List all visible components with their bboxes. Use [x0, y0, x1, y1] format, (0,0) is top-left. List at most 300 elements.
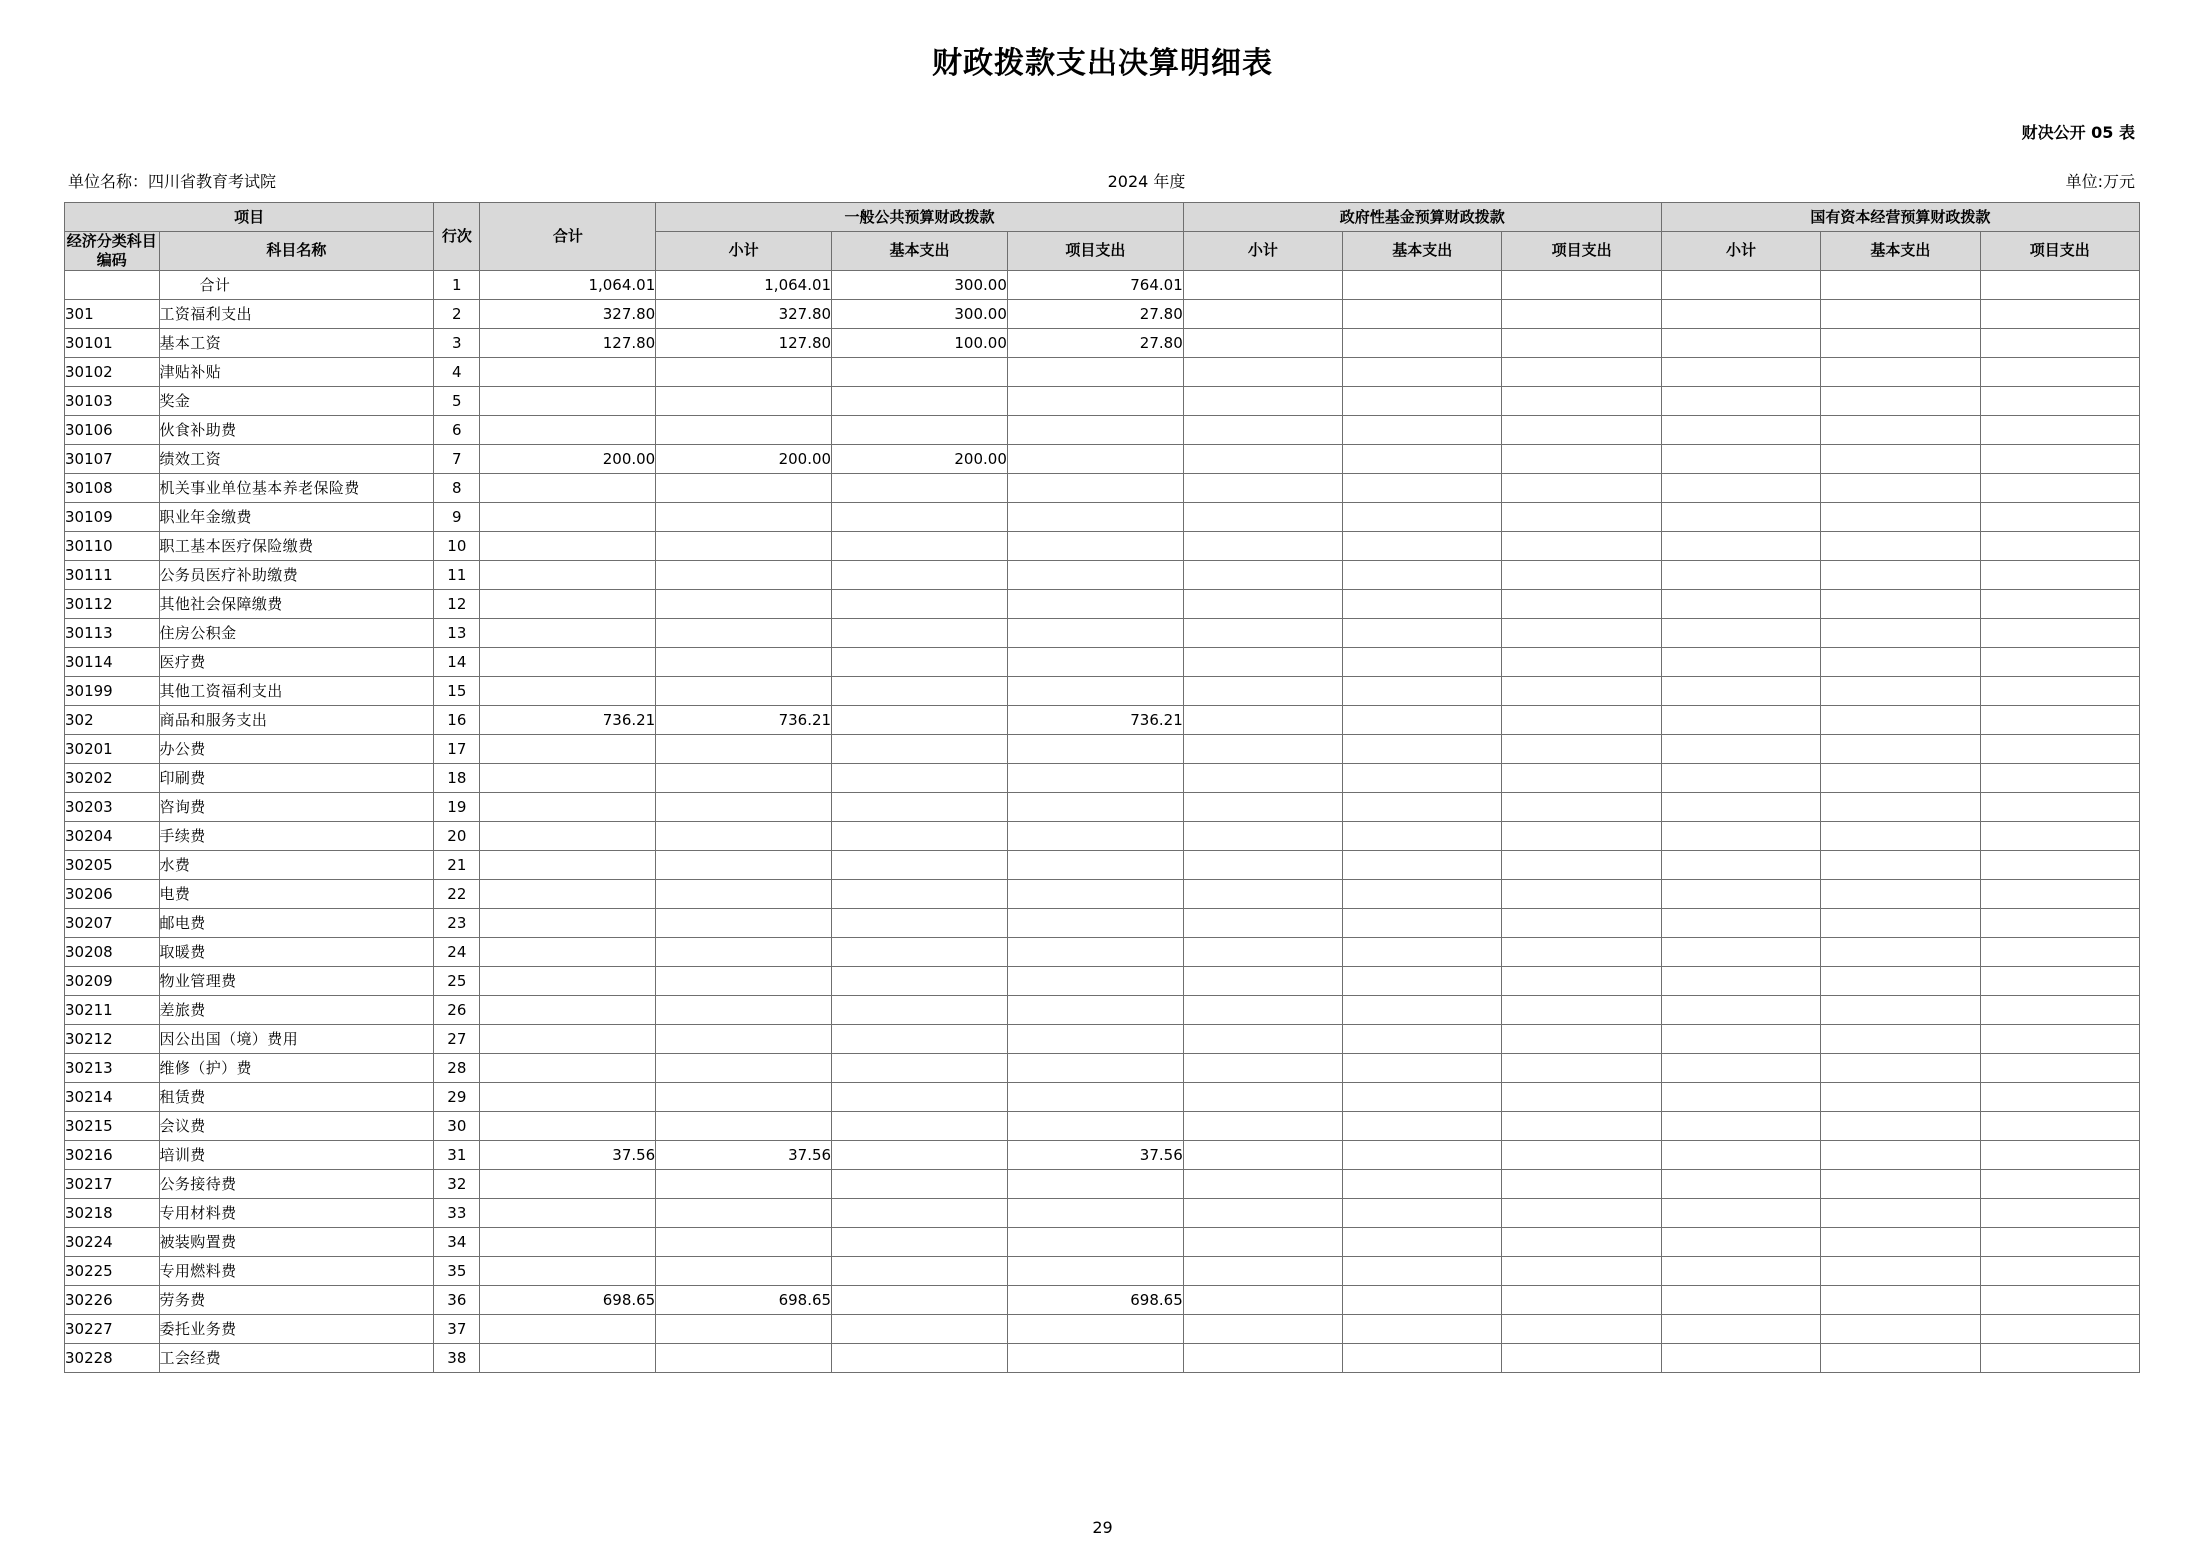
- cell-sc-project: [1980, 705, 2140, 734]
- cell-gp-project: [1007, 676, 1183, 705]
- cell-gf-subtotal: [1183, 299, 1342, 328]
- cell-econ-code: 30205: [65, 850, 160, 879]
- cell-gf-subtotal: [1183, 1111, 1342, 1140]
- cell-gp-subtotal: 698.65: [656, 1285, 832, 1314]
- cell-gf-subtotal: [1183, 502, 1342, 531]
- cell-gf-basic: [1343, 1140, 1502, 1169]
- cell-gp-project: [1007, 618, 1183, 647]
- cell-gf-subtotal: [1183, 589, 1342, 618]
- cell-gf-project: [1502, 1256, 1661, 1285]
- page-title: 财政拨款支出决算明细表: [932, 46, 1273, 81]
- cell-gf-basic: [1343, 1082, 1502, 1111]
- cell-sc-basic: [1821, 560, 1980, 589]
- cell-gf-subtotal: [1183, 618, 1342, 647]
- cell-gp-basic: [832, 1140, 1008, 1169]
- cell-sc-project: [1980, 531, 2140, 560]
- cell-row-no: 27: [434, 1024, 480, 1053]
- table-row: [65, 328, 2140, 357]
- cell-total: [480, 502, 656, 531]
- cell-gf-basic: [1343, 676, 1502, 705]
- table-row: [65, 1198, 2140, 1227]
- cell-gp-project: [1007, 502, 1183, 531]
- cell-row-no: 31: [434, 1140, 480, 1169]
- table-row: [65, 879, 2140, 908]
- cell-gp-subtotal: 736.21: [656, 705, 832, 734]
- cell-econ-code: 30114: [65, 647, 160, 676]
- cell-row-no: 19: [434, 792, 480, 821]
- cell-sc-subtotal: [1661, 1256, 1820, 1285]
- cell-total: [480, 908, 656, 937]
- cell-gp-project: [1007, 357, 1183, 386]
- cell-gf-project: [1502, 560, 1661, 589]
- cell-econ-code: 30108: [65, 473, 160, 502]
- cell-sc-basic: [1821, 357, 1980, 386]
- cell-subject-name: 住房公积金: [159, 618, 434, 647]
- cell-row-no: 3: [434, 328, 480, 357]
- cell-gp-subtotal: [656, 1169, 832, 1198]
- cell-sc-basic: [1821, 1024, 1980, 1053]
- cell-gp-basic: [832, 1024, 1008, 1053]
- cell-econ-code: [65, 270, 160, 299]
- cell-total: [480, 763, 656, 792]
- cell-gf-project: [1502, 270, 1661, 299]
- cell-gf-basic: [1343, 850, 1502, 879]
- cell-sc-basic: [1821, 821, 1980, 850]
- cell-subject-name: 津贴补贴: [159, 357, 434, 386]
- cell-total: [480, 618, 656, 647]
- cell-gf-subtotal: [1183, 1343, 1342, 1372]
- cell-total: [480, 647, 656, 676]
- table-row: [65, 1140, 2140, 1169]
- cell-econ-code: 30213: [65, 1053, 160, 1082]
- cell-gf-basic: [1343, 589, 1502, 618]
- cell-gf-subtotal: [1183, 444, 1342, 473]
- cell-gp-subtotal: [656, 1082, 832, 1111]
- cell-sc-subtotal: [1661, 444, 1820, 473]
- cell-total: [480, 1169, 656, 1198]
- cell-sc-basic: [1821, 1140, 1980, 1169]
- cell-sc-basic: [1821, 473, 1980, 502]
- cell-econ-code: 30203: [65, 792, 160, 821]
- table-row: [65, 270, 2140, 299]
- cell-gf-basic: [1343, 328, 1502, 357]
- cell-econ-code: 302: [65, 705, 160, 734]
- cell-gf-basic: [1343, 1111, 1502, 1140]
- cell-total: [480, 531, 656, 560]
- cell-gf-basic: [1343, 1314, 1502, 1343]
- cell-gp-basic: [832, 966, 1008, 995]
- cell-sc-basic: [1821, 618, 1980, 647]
- cell-sc-subtotal: [1661, 1314, 1820, 1343]
- cell-gp-project: [1007, 1082, 1183, 1111]
- cell-gp-subtotal: [656, 821, 832, 850]
- cell-gp-subtotal: [656, 763, 832, 792]
- cell-gp-basic: [832, 589, 1008, 618]
- cell-sc-project: [1980, 879, 2140, 908]
- header-gp-subtotal: 小计: [656, 232, 832, 271]
- cell-gf-project: [1502, 879, 1661, 908]
- table-row: [65, 531, 2140, 560]
- cell-row-no: 30: [434, 1111, 480, 1140]
- cell-gf-subtotal: [1183, 734, 1342, 763]
- cell-econ-code: 30109: [65, 502, 160, 531]
- cell-sc-project: [1980, 1343, 2140, 1372]
- cell-total: [480, 415, 656, 444]
- cell-subject-name: 咨询费: [159, 792, 434, 821]
- cell-row-no: 15: [434, 676, 480, 705]
- cell-subject-name: 绩效工资: [159, 444, 434, 473]
- cell-gf-subtotal: [1183, 328, 1342, 357]
- cell-gf-subtotal: [1183, 357, 1342, 386]
- cell-sc-project: [1980, 1053, 2140, 1082]
- cell-gf-basic: [1343, 531, 1502, 560]
- cell-gp-subtotal: [656, 589, 832, 618]
- cell-gf-project: [1502, 1140, 1661, 1169]
- cell-row-no: 26: [434, 995, 480, 1024]
- cell-sc-project: [1980, 328, 2140, 357]
- cell-sc-subtotal: [1661, 357, 1820, 386]
- table-row: [65, 357, 2140, 386]
- cell-total: [480, 1343, 656, 1372]
- cell-sc-basic: [1821, 1169, 1980, 1198]
- cell-gp-project: [1007, 473, 1183, 502]
- cell-sc-project: [1980, 850, 2140, 879]
- cell-sc-basic: [1821, 1256, 1980, 1285]
- cell-total: [480, 560, 656, 589]
- cell-total: [480, 589, 656, 618]
- cell-gf-basic: [1343, 1285, 1502, 1314]
- cell-econ-code: 30209: [65, 966, 160, 995]
- cell-gf-basic: [1343, 1343, 1502, 1372]
- cell-row-no: 11: [434, 560, 480, 589]
- table-row: [65, 995, 2140, 1024]
- cell-gp-basic: [832, 705, 1008, 734]
- cell-sc-project: [1980, 763, 2140, 792]
- cell-gf-project: [1502, 1053, 1661, 1082]
- cell-sc-subtotal: [1661, 821, 1820, 850]
- cell-gf-subtotal: [1183, 1169, 1342, 1198]
- cell-gf-project: [1502, 792, 1661, 821]
- cell-gp-project: [1007, 1314, 1183, 1343]
- cell-subject-name: 公务员医疗补助缴费: [159, 560, 434, 589]
- cell-econ-code: 30228: [65, 1343, 160, 1372]
- table-row: [65, 647, 2140, 676]
- cell-econ-code: 30207: [65, 908, 160, 937]
- cell-subject-name: 公务接待费: [159, 1169, 434, 1198]
- cell-gp-project: [1007, 792, 1183, 821]
- cell-sc-subtotal: [1661, 705, 1820, 734]
- cell-total: 37.56: [480, 1140, 656, 1169]
- cell-gp-basic: [832, 357, 1008, 386]
- cell-sc-project: [1980, 995, 2140, 1024]
- cell-gf-project: [1502, 763, 1661, 792]
- table-row: [65, 299, 2140, 328]
- cell-sc-subtotal: [1661, 908, 1820, 937]
- cell-gf-subtotal: [1183, 821, 1342, 850]
- cell-econ-code: 30214: [65, 1082, 160, 1111]
- cell-sc-basic: [1821, 589, 1980, 618]
- table-row: [65, 676, 2140, 705]
- cell-gf-basic: [1343, 415, 1502, 444]
- cell-row-no: 6: [434, 415, 480, 444]
- cell-gf-project: [1502, 1285, 1661, 1314]
- cell-sc-subtotal: [1661, 1343, 1820, 1372]
- cell-sc-basic: [1821, 1314, 1980, 1343]
- cell-gf-basic: [1343, 647, 1502, 676]
- cell-sc-basic: [1821, 1082, 1980, 1111]
- cell-gf-project: [1502, 1227, 1661, 1256]
- cell-gf-project: [1502, 531, 1661, 560]
- cell-sc-subtotal: [1661, 995, 1820, 1024]
- cell-gf-project: [1502, 1343, 1661, 1372]
- cell-sc-subtotal: [1661, 850, 1820, 879]
- cell-total: [480, 676, 656, 705]
- cell-subject-name: 取暖费: [159, 937, 434, 966]
- cell-gf-project: [1502, 473, 1661, 502]
- cell-gf-subtotal: [1183, 850, 1342, 879]
- cell-sc-basic: [1821, 792, 1980, 821]
- cell-econ-code: 30106: [65, 415, 160, 444]
- header-sc-subtotal: 小计: [1661, 232, 1820, 271]
- cell-gf-subtotal: [1183, 415, 1342, 444]
- cell-gf-basic: [1343, 821, 1502, 850]
- cell-row-no: 28: [434, 1053, 480, 1082]
- cell-sc-project: [1980, 415, 2140, 444]
- cell-econ-code: 30113: [65, 618, 160, 647]
- cell-gf-subtotal: [1183, 676, 1342, 705]
- cell-subject-name: 职工基本医疗保险缴费: [159, 531, 434, 560]
- cell-row-no: 10: [434, 531, 480, 560]
- header-econ-code: 经济分类科目编码: [65, 232, 160, 271]
- cell-gf-project: [1502, 502, 1661, 531]
- cell-total: 698.65: [480, 1285, 656, 1314]
- cell-gp-basic: [832, 647, 1008, 676]
- cell-sc-basic: [1821, 763, 1980, 792]
- cell-sc-subtotal: [1661, 1227, 1820, 1256]
- cell-sc-project: [1980, 560, 2140, 589]
- table-row: [65, 502, 2140, 531]
- cell-gf-project: [1502, 1024, 1661, 1053]
- cell-gp-project: [1007, 763, 1183, 792]
- header-project-group: 项目: [65, 203, 434, 232]
- cell-sc-project: [1980, 502, 2140, 531]
- cell-gf-subtotal: [1183, 647, 1342, 676]
- cell-gp-subtotal: 327.80: [656, 299, 832, 328]
- cell-sc-subtotal: [1661, 763, 1820, 792]
- cell-subject-name: 职业年金缴费: [159, 502, 434, 531]
- cell-gf-project: [1502, 618, 1661, 647]
- cell-gp-subtotal: [656, 1227, 832, 1256]
- cell-gp-basic: [832, 937, 1008, 966]
- financial-table: [64, 202, 2140, 1373]
- cell-gp-basic: [832, 792, 1008, 821]
- cell-gf-basic: [1343, 1024, 1502, 1053]
- cell-row-no: 23: [434, 908, 480, 937]
- table-header-row-2: [65, 232, 2140, 271]
- cell-subject-name: 工会经费: [159, 1343, 434, 1372]
- cell-gf-subtotal: [1183, 386, 1342, 415]
- cell-gf-subtotal: [1183, 560, 1342, 589]
- cell-gf-basic: [1343, 444, 1502, 473]
- cell-sc-basic: [1821, 1198, 1980, 1227]
- table-header-row-1: [65, 203, 2140, 232]
- cell-gp-project: [1007, 1169, 1183, 1198]
- table-row: [65, 1285, 2140, 1314]
- cell-gf-subtotal: [1183, 1227, 1342, 1256]
- table-row: [65, 1024, 2140, 1053]
- cell-gf-basic: [1343, 299, 1502, 328]
- cell-sc-subtotal: [1661, 270, 1820, 299]
- cell-sc-project: [1980, 357, 2140, 386]
- cell-subject-name: 电费: [159, 879, 434, 908]
- cell-sc-subtotal: [1661, 966, 1820, 995]
- header-gf-subtotal: 小计: [1183, 232, 1342, 271]
- cell-gf-basic: [1343, 1256, 1502, 1285]
- cell-gp-basic: [832, 618, 1008, 647]
- cell-gf-basic: [1343, 473, 1502, 502]
- cell-subject-name: 因公出国（境）费用: [159, 1024, 434, 1053]
- cell-gp-subtotal: [656, 908, 832, 937]
- cell-gp-subtotal: [656, 676, 832, 705]
- cell-total: 327.80: [480, 299, 656, 328]
- header-gov-fund-budget: 政府性基金预算财政拨款: [1183, 203, 1661, 232]
- cell-gf-basic: [1343, 1169, 1502, 1198]
- cell-row-no: 7: [434, 444, 480, 473]
- cell-subject-name: 被装购置费: [159, 1227, 434, 1256]
- cell-gp-basic: [832, 415, 1008, 444]
- cell-econ-code: 30107: [65, 444, 160, 473]
- cell-gp-project: [1007, 589, 1183, 618]
- cell-gf-project: [1502, 647, 1661, 676]
- cell-sc-basic: [1821, 444, 1980, 473]
- cell-gp-project: [1007, 937, 1183, 966]
- cell-gp-project: [1007, 444, 1183, 473]
- cell-row-no: 35: [434, 1256, 480, 1285]
- cell-gp-project: [1007, 647, 1183, 676]
- cell-gp-basic: [832, 908, 1008, 937]
- cell-subject-name: 机关事业单位基本养老保险费: [159, 473, 434, 502]
- cell-total: [480, 1082, 656, 1111]
- cell-gf-project: [1502, 386, 1661, 415]
- cell-subject-name: 会议费: [159, 1111, 434, 1140]
- cell-subject-name: 培训费: [159, 1140, 434, 1169]
- cell-gp-basic: 200.00: [832, 444, 1008, 473]
- cell-gp-project: 764.01: [1007, 270, 1183, 299]
- cell-gp-basic: [832, 1198, 1008, 1227]
- cell-subject-name: 商品和服务支出: [159, 705, 434, 734]
- cell-subject-name: 水费: [159, 850, 434, 879]
- cell-gp-subtotal: [656, 647, 832, 676]
- cell-gp-basic: 100.00: [832, 328, 1008, 357]
- cell-total: [480, 1111, 656, 1140]
- table-row: [65, 473, 2140, 502]
- cell-row-no: 22: [434, 879, 480, 908]
- cell-row-no: 29: [434, 1082, 480, 1111]
- table-row: [65, 1314, 2140, 1343]
- cell-sc-subtotal: [1661, 502, 1820, 531]
- header-general-public-budget: 一般公共预算财政拨款: [656, 203, 1184, 232]
- cell-row-no: 34: [434, 1227, 480, 1256]
- cell-total: [480, 995, 656, 1024]
- cell-gf-subtotal: [1183, 879, 1342, 908]
- cell-row-no: 14: [434, 647, 480, 676]
- header-sc-basic: 基本支出: [1821, 232, 1980, 271]
- cell-sc-project: [1980, 647, 2140, 676]
- cell-gp-subtotal: [656, 473, 832, 502]
- table-row: [65, 444, 2140, 473]
- cell-sc-basic: [1821, 879, 1980, 908]
- cell-row-no: 33: [434, 1198, 480, 1227]
- cell-gp-project: 27.80: [1007, 299, 1183, 328]
- cell-gp-project: 37.56: [1007, 1140, 1183, 1169]
- cell-total: [480, 850, 656, 879]
- cell-sc-project: [1980, 618, 2140, 647]
- cell-gf-subtotal: [1183, 473, 1342, 502]
- unit-name-label: 单位名称：四川省教育考试院: [68, 172, 277, 191]
- cell-sc-basic: [1821, 386, 1980, 415]
- cell-sc-basic: [1821, 1053, 1980, 1082]
- header-gf-project: 项目支出: [1502, 232, 1661, 271]
- cell-gp-subtotal: [656, 618, 832, 647]
- cell-sc-project: [1980, 908, 2140, 937]
- table-row: [65, 966, 2140, 995]
- cell-gp-basic: [832, 1227, 1008, 1256]
- cell-subject-name: 专用燃料费: [159, 1256, 434, 1285]
- cell-subject-name: 租赁费: [159, 1082, 434, 1111]
- cell-sc-basic: [1821, 415, 1980, 444]
- cell-gp-project: [1007, 908, 1183, 937]
- header-total: 合计: [480, 203, 656, 271]
- cell-gf-project: [1502, 676, 1661, 705]
- table-row: [65, 1082, 2140, 1111]
- cell-sc-project: [1980, 1227, 2140, 1256]
- cell-total: [480, 937, 656, 966]
- cell-sc-project: [1980, 270, 2140, 299]
- cell-gf-basic: [1343, 1198, 1502, 1227]
- cell-gf-subtotal: [1183, 1082, 1342, 1111]
- cell-sc-project: [1980, 1111, 2140, 1140]
- cell-gf-project: [1502, 908, 1661, 937]
- table-row: [65, 937, 2140, 966]
- cell-gf-project: [1502, 850, 1661, 879]
- cell-gf-basic: [1343, 937, 1502, 966]
- table-row: [65, 560, 2140, 589]
- cell-total: 200.00: [480, 444, 656, 473]
- header-subject-name: 科目名称: [159, 232, 434, 271]
- cell-gp-project: [1007, 1256, 1183, 1285]
- cell-sc-project: [1980, 1169, 2140, 1198]
- cell-sc-project: [1980, 966, 2140, 995]
- cell-gf-subtotal: [1183, 1140, 1342, 1169]
- cell-sc-basic: [1821, 995, 1980, 1024]
- cell-gp-subtotal: [656, 879, 832, 908]
- cell-row-no: 12: [434, 589, 480, 618]
- table-row: [65, 850, 2140, 879]
- cell-gp-subtotal: [656, 531, 832, 560]
- document-meta: [64, 169, 2141, 192]
- cell-gp-subtotal: [656, 734, 832, 763]
- cell-gf-basic: [1343, 386, 1502, 415]
- cell-sc-subtotal: [1661, 1169, 1820, 1198]
- cell-row-no: 25: [434, 966, 480, 995]
- cell-row-no: 8: [434, 473, 480, 502]
- cell-gf-basic: [1343, 357, 1502, 386]
- cell-econ-code: 30208: [65, 937, 160, 966]
- cell-econ-code: 30218: [65, 1198, 160, 1227]
- cell-econ-code: 30199: [65, 676, 160, 705]
- cell-row-no: 21: [434, 850, 480, 879]
- cell-gf-subtotal: [1183, 792, 1342, 821]
